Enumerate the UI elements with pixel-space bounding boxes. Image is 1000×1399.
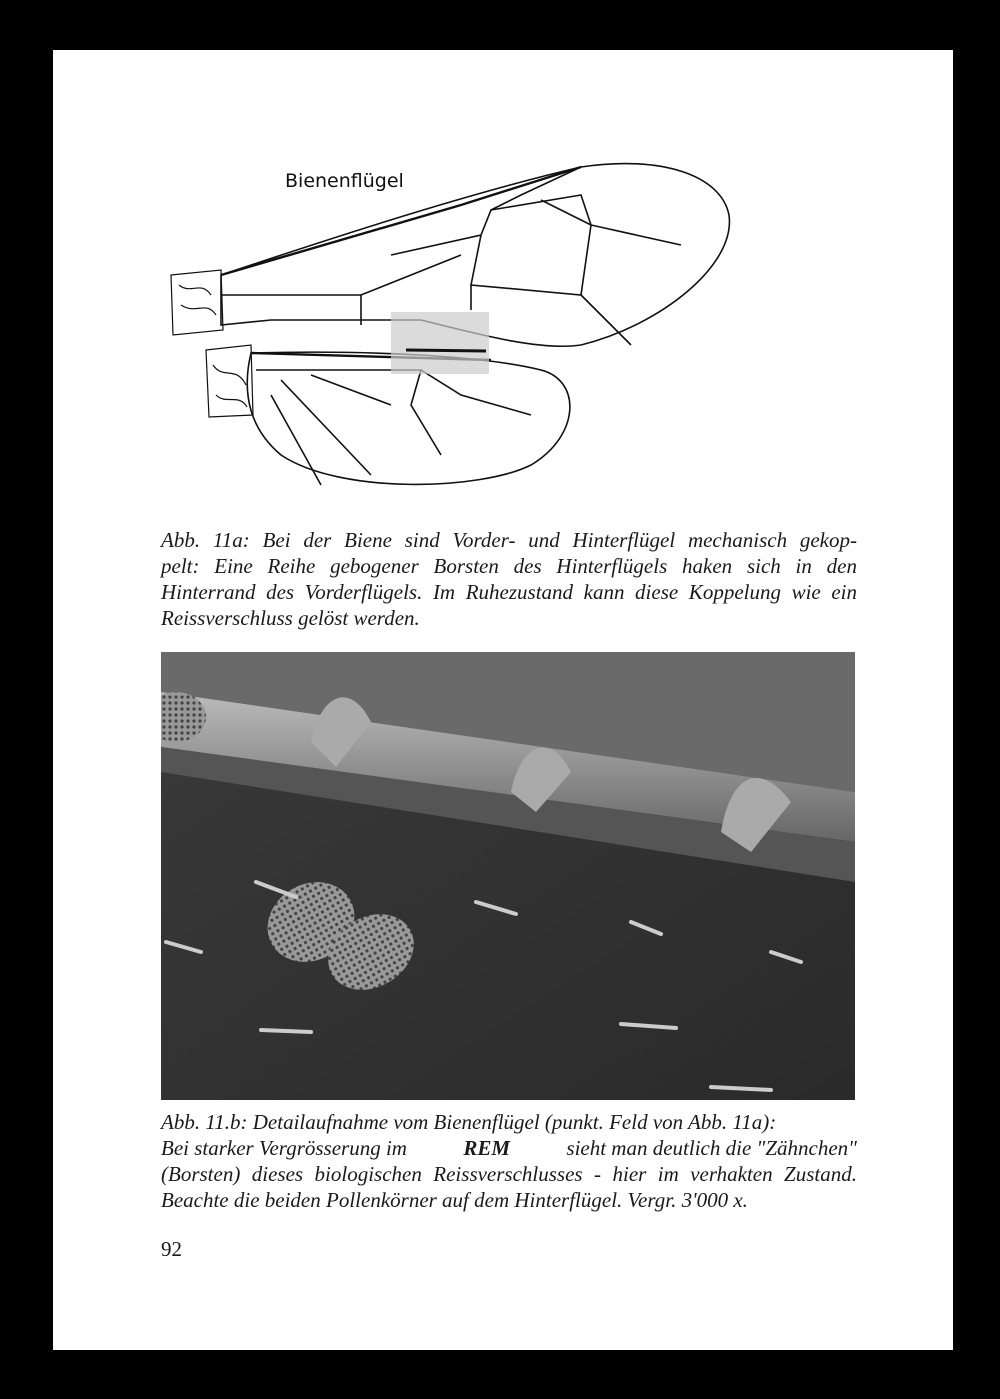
caption-line: pelt: Eine Reihe gebogener Borsten des Hinterflügels haken sich in den xyxy=(161,554,857,578)
bee-wing-drawing xyxy=(161,155,761,495)
caption-line: (Borsten) dieses biologischen Reissverschlusses - hier im verhakten Zustand. xyxy=(161,1162,857,1186)
dotted-field xyxy=(391,312,489,374)
caption-line: Abb. 11a: Bei der Biene sind Vorder- und Hinterflügel mechanisch gekop- xyxy=(161,528,857,552)
caption-text: Bei starker Vergrösserung im xyxy=(161,1136,407,1160)
figure-title: Bienenflügel xyxy=(285,170,404,192)
caption-line: Reissverschluss gelöst werden. xyxy=(161,606,420,630)
caption-text: sieht man deutlich die "Zähnchen" xyxy=(566,1136,857,1160)
caption-line xyxy=(161,1135,857,1161)
document-page xyxy=(53,50,953,1350)
sem-photo xyxy=(161,652,855,1100)
figure-a-caption xyxy=(161,527,857,631)
caption-line: Hinterrand des Vorderflügels. Im Ruhezustand kann diese Koppelung wie ein xyxy=(161,580,857,604)
caption-line: Beachte die beiden Pollenkörner auf dem Hinterflügel. Vergr. 3'000 x. xyxy=(161,1188,748,1212)
page-number: 92 xyxy=(161,1237,182,1261)
figure-b-caption xyxy=(161,1109,857,1213)
caption-line: Abb. 11.b: Detailaufnahme vom Bienenflügel (punkt. Feld von Abb. 11a): xyxy=(161,1110,777,1134)
caption-bold-rem: REM xyxy=(463,1136,511,1160)
